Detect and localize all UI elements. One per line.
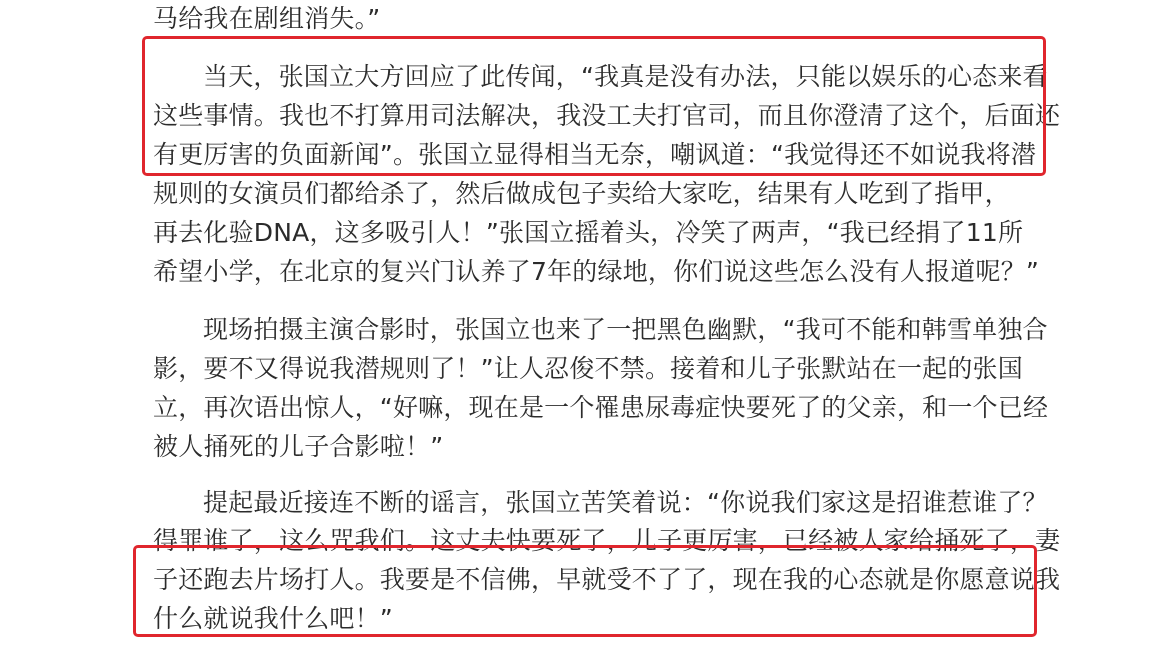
- text-line: 有更厉害的负面新闻”。张国立显得相当无奈，嘲讽道：“我觉得还不如说我将潜: [153, 140, 1037, 169]
- text-line: 提起最近接连不断的谣言，张国立苦笑着说：“你说我们家这是招谁惹谁了？: [203, 488, 1048, 517]
- text-line: 规则的女演员们都给杀了，然后做成包子卖给大家吃，结果有人吃到了指甲，: [153, 179, 1010, 208]
- text-line: 影，要不又得说我潜规则了！”让人忍俊不禁。接着和儿子张默站在一起的张国: [153, 354, 1023, 383]
- text-line: 希望小学，在北京的复兴门认养了7年的绿地，你们说这些怎么没有人报道呢？”: [153, 257, 1040, 286]
- highlight-box-top: [142, 36, 1046, 176]
- text-line: 当天，张国立大方回应了此传闻，“我真是没有办法，只能以娱乐的心态来看: [203, 62, 1048, 91]
- text-line: 现场拍摄主演合影时，张国立也来了一把黑色幽默，“我可不能和韩雪单独合: [203, 315, 1048, 344]
- text-line: 什么就说我什么吧！”: [153, 604, 393, 633]
- text-line: 被人捅死的儿子合影啦！”: [153, 432, 444, 461]
- text-line: 子还跑去片场打人。我要是不信佛，早就受不了了，现在我的心态就是你愿意说我: [153, 565, 1061, 594]
- text-line: 马给我在剧组消失。”: [153, 4, 381, 33]
- highlight-box-bottom: [133, 545, 1037, 637]
- text-line: 再去化验DNA，这多吸引人！”张国立摇着头，冷笑了两声，“我已经捐了11所: [153, 218, 1024, 247]
- text-line: 得罪谁了，这么咒我们。这丈夫快要死了，儿子更厉害，已经被人家给捅死了，妻: [153, 526, 1061, 555]
- text-line: 这些事情。我也不打算用司法解决，我没工夫打官司，而且你澄清了这个，后面还: [153, 101, 1061, 130]
- text-line: 立，再次语出惊人，“好嘛，现在是一个罹患尿毒症快要死了的父亲，和一个已经: [153, 393, 1049, 422]
